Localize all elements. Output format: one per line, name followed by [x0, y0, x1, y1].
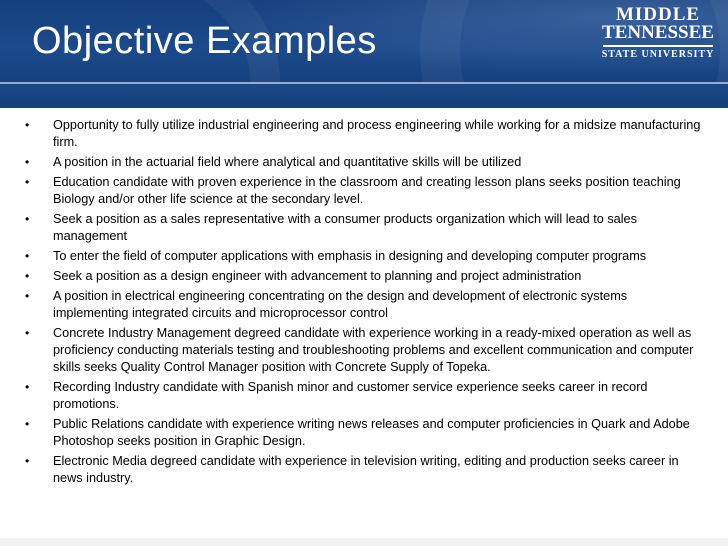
list-item — [0, 154, 728, 171]
logo-line-3: STATE UNIVERSITY — [601, 49, 715, 60]
bullet-icon: • — [25, 454, 30, 468]
slide-title: Objective Examples — [32, 20, 377, 62]
bullet-icon: • — [25, 175, 30, 189]
list-item-text: A position in the actuarial field where analytical and quantitative skills will be utilized — [53, 155, 522, 169]
bullet-icon: • — [25, 289, 30, 303]
list-item — [0, 416, 728, 450]
list-item — [0, 174, 728, 208]
list-item-text: Public Relations candidate with experience writing news releases and computer proficiencies in Quark and Adobe Photoshop seeks position in Graphic Design. — [53, 417, 690, 448]
slide-header — [0, 0, 728, 108]
list-item — [0, 117, 728, 151]
list-item — [0, 211, 728, 245]
list-item-text: Recording Industry candidate with Spanish minor and customer service experience seeks career in record promotions. — [53, 380, 648, 411]
list-item — [0, 379, 728, 413]
list-item — [0, 268, 728, 285]
bullet-icon: • — [25, 326, 30, 340]
university-logo — [600, 6, 716, 72]
list-item — [0, 453, 728, 487]
logo-line-2: TENNESSEE — [602, 22, 714, 43]
list-item-text: Seek a position as a sales representative with a consumer products organization which will lead to sales management — [53, 212, 637, 243]
bullet-icon: • — [25, 118, 30, 132]
bullet-icon: • — [25, 417, 30, 431]
bullet-icon: • — [25, 249, 30, 263]
list-item-text: Concrete Industry Management degreed candidate with experience working in a ready-mixed operation as well as proficiency conducting materials testing and troubleshooting problems and excellent communication and computer skills seeks Quality Control Manager position with Concrete Supply of Topeka. — [53, 326, 694, 374]
list-item-text: To enter the field of computer applications with emphasis in designing and developing computer programs — [53, 249, 647, 263]
list-item — [0, 325, 728, 376]
list-item-text: Electronic Media degreed candidate with experience in television writing, editing and production seeks career in news industry. — [53, 454, 679, 485]
list-item-text: Seek a position as a design engineer with advancement to planning and project administration — [53, 269, 582, 283]
bullet-icon: • — [25, 269, 30, 283]
logo-line-1: MIDDLE — [615, 4, 701, 25]
bullet-icon: • — [25, 212, 30, 226]
list-item — [0, 288, 728, 322]
objective-list — [0, 117, 728, 490]
list-item — [0, 248, 728, 265]
list-item-text: Opportunity to fully utilize industrial engineering and process engineering while working for a midsize manufacturing firm. — [53, 118, 701, 149]
bullet-icon: • — [25, 155, 30, 169]
list-item-text: A position in electrical engineering concentrating on the design and development of electronic systems implementing integrated circuits and microprocessor control — [53, 289, 628, 320]
list-item-text: Education candidate with proven experience in the classroom and creating lesson plans seeks position teaching Biology and/or other life science at the secondary level. — [53, 175, 681, 206]
header-band — [0, 84, 728, 108]
bullet-icon: • — [25, 380, 30, 394]
logo-divider — [603, 45, 713, 47]
slide-footer-strip — [0, 538, 728, 546]
